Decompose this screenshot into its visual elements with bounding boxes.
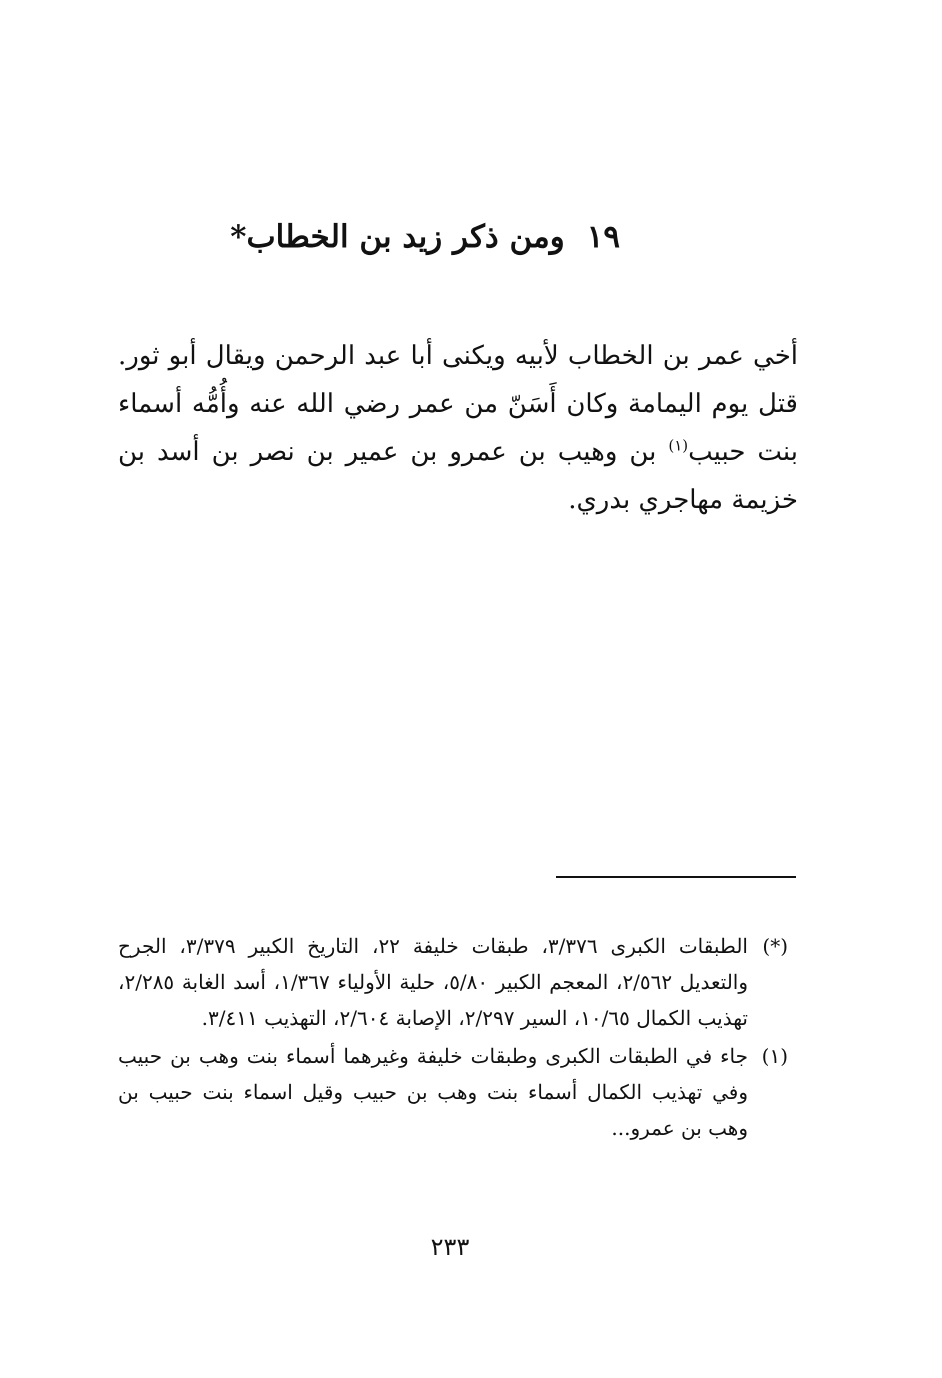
body-text-after-ref: بن وهيب بن عمرو بن عمير بن نصر بن أسد بن خزيمة مهاجري بدري. [118, 437, 798, 515]
body-text-before-ref: أخي عمر بن الخطاب لأبيه ويكنى أبا عبد الرحمن ويقال أبو ثور. قتل يوم اليمامة وكان أَسَنّ من عمر رضي الله عنه وأُمُّه أسماء بنت حبيب [118, 341, 798, 467]
section-number: ١٩ [586, 219, 620, 255]
footnote-reference[interactable]: (١) [668, 436, 689, 455]
footnotes-section [118, 928, 788, 1148]
footnote-divider [556, 876, 796, 878]
footnote-marker: (١) [761, 1044, 788, 1068]
section-title: ومن ذكر زيد بن الخطاب* [230, 219, 565, 255]
footnote-text: الطبقات الكبرى ٣/٣٧٦، طبقات خليفة ٢٢، التاريخ الكبير ٣/٣٧٩، الجرح والتعديل ٢/٥٦٢، المعجم الكبير ٥/٨٠، حلية الأولياء ١/٣٦٧، أسد الغابة ٢/٢٨٥، تهذيب الكمال ١٠/٦٥، السير ٢/٢٩٧، الإصابة ٢/٦٠٤، التهذيب ٣/٤١١. [118, 934, 749, 1030]
footnote-marker: (*) [762, 934, 788, 958]
section-heading [230, 212, 620, 262]
footnote-text: جاء في الطبقات الكبرى وطبقات خليفة وغيرهما أسماء بنت وهب بن حبيب وفي تهذيب الكمال أسماء بنت وهب بن حبيب وقيل اسماء بنت حبيب بن وهب بن عمرو... [118, 1044, 748, 1140]
footnote-item [118, 1038, 788, 1146]
page-number: ٢٣٣ [430, 1233, 470, 1261]
body-paragraph [118, 332, 798, 524]
footnote-item [118, 928, 788, 1036]
